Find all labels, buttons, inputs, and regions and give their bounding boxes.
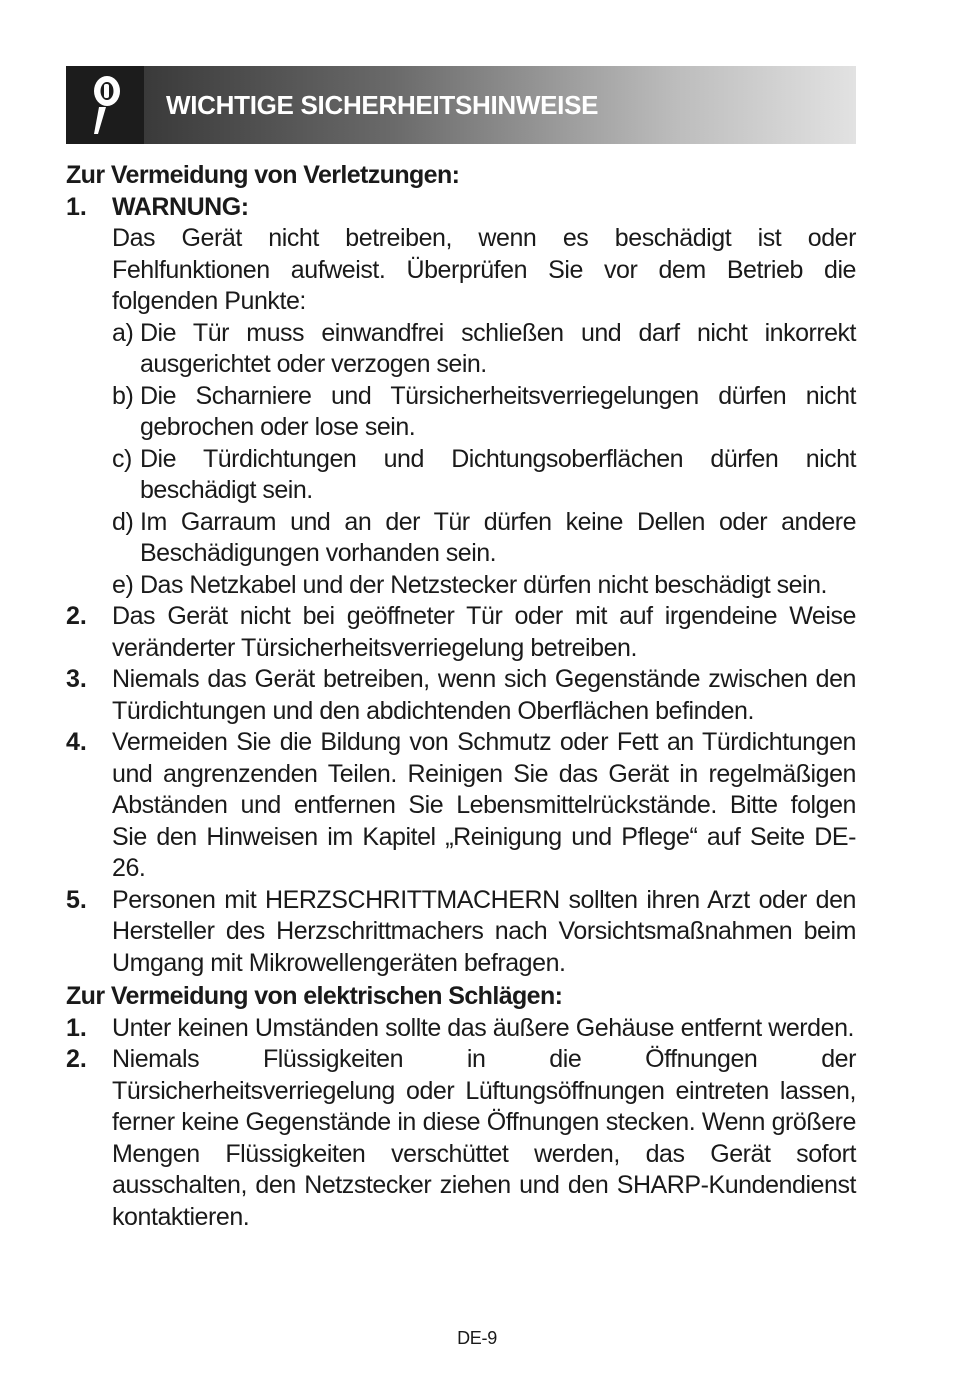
sub-label: d): [112, 507, 134, 536]
sub-label: b): [112, 381, 134, 410]
item-number: 1.: [66, 1013, 87, 1042]
item-text: Unter keinen Umständen sollte das äußere Gehäuse entfernt werden.: [112, 1013, 855, 1042]
list-item: [66, 664, 856, 727]
sub-list-item: [112, 318, 856, 381]
list-item: [66, 601, 856, 664]
sub-text: Die Türdichtungen und Dichtungsoberflächen dürfen nicht beschädigt sein.: [140, 444, 856, 504]
section-heading-electric: Zur Vermeidung von elektrischen Schlägen:: [66, 982, 563, 1010]
list-item: [66, 1044, 856, 1233]
sub-text: Das Netzkabel und der Netzstecker dürfen nicht beschädigt sein.: [140, 570, 827, 599]
item-text: Personen mit HERZSCHRITTMACHERN sollten ihren Arzt oder den Hersteller des Herzschrittmachers nach Vorsichtsmaßnahmen beim Umgang mit Mikrowellengeräten befragen.: [112, 885, 856, 977]
item-number: 4.: [66, 728, 87, 756]
sub-list-item: [112, 507, 856, 570]
item-text: Vermeiden Sie die Bildung von Schmutz oder Fett an Türdichtungen und angrenzenden Teilen. Reinigen Sie das Gerät in regelmäßigen Abständen und entfernen Sie Lebensmittelrückstände. Bitte folgen Sie den Hinweisen im Kapitel „Reinigung und Pflege“ auf Seite DE-26.: [112, 728, 856, 882]
item-text: Niemals das Gerät betreiben, wenn sich Gegenstände zwischen den Türdichtungen und den abdichtenden Oberflächen befinden.: [112, 665, 856, 725]
item-number: 1.: [66, 192, 87, 221]
sub-text: Im Garraum und an der Tür dürfen keine Dellen oder andere Beschädigungen vorhanden sein.: [140, 507, 856, 567]
item-text: Niemals Flüssigkeiten in die Öffnungen der Türsicherheitsverriegelung oder Lüftungsöffnungen eintreten lassen, ferner keine Gegenstände in diese Öffnungen stecken. Wenn größere Mengen Flüssigkeiten verschüttet werden, das Gerät sofort ausschalten, den Netzstecker ziehen und den SHARP-Kundendienst kontaktieren.: [112, 1045, 856, 1231]
item-number: 5.: [66, 885, 87, 914]
list-item: [66, 885, 856, 980]
list-item: [66, 1013, 856, 1045]
sub-text: Die Tür muss einwandfrei schließen und darf nicht inkorrekt ausgerichtet oder verzogen sein.: [140, 318, 856, 378]
sub-label: e): [112, 570, 134, 599]
page-number: DE-9: [457, 1328, 497, 1348]
sub-list-item: [112, 444, 856, 507]
item-number: 2.: [66, 602, 87, 630]
document-content: [66, 160, 856, 1233]
section-header: [66, 66, 856, 144]
sub-label: c): [112, 444, 132, 473]
list-item: [66, 727, 856, 885]
exclamation-info-icon: [66, 66, 144, 144]
sub-list-item: [112, 381, 856, 444]
header-title-bar: [144, 66, 856, 144]
section-heading-injury: Zur Vermeidung von Verletzungen:: [66, 161, 460, 189]
item-number: 3.: [66, 665, 87, 693]
sub-list-item: [112, 570, 856, 602]
item-text: Das Gerät nicht bei geöffneter Tür oder mit auf irgendeine Weise veränderter Türsicherheitsverriegelung betreiben.: [112, 602, 856, 662]
item-number: 2.: [66, 1045, 87, 1073]
page-title: WICHTIGE SICHERHEITSHINWEISE: [166, 89, 599, 120]
list-item: [66, 192, 856, 602]
item-text: Das Gerät nicht betreiben, wenn es beschädigt ist oder Fehlfunktionen aufweist. Überprüfen Sie vor dem Betrieb die folgenden Punkte:: [112, 224, 856, 315]
warning-label: WARNUNG:: [112, 192, 249, 221]
sub-text: Die Scharniere und Türsicherheitsverriegelungen dürfen nicht gebrochen oder lose sein.: [140, 381, 856, 441]
sub-label: a): [112, 318, 134, 347]
